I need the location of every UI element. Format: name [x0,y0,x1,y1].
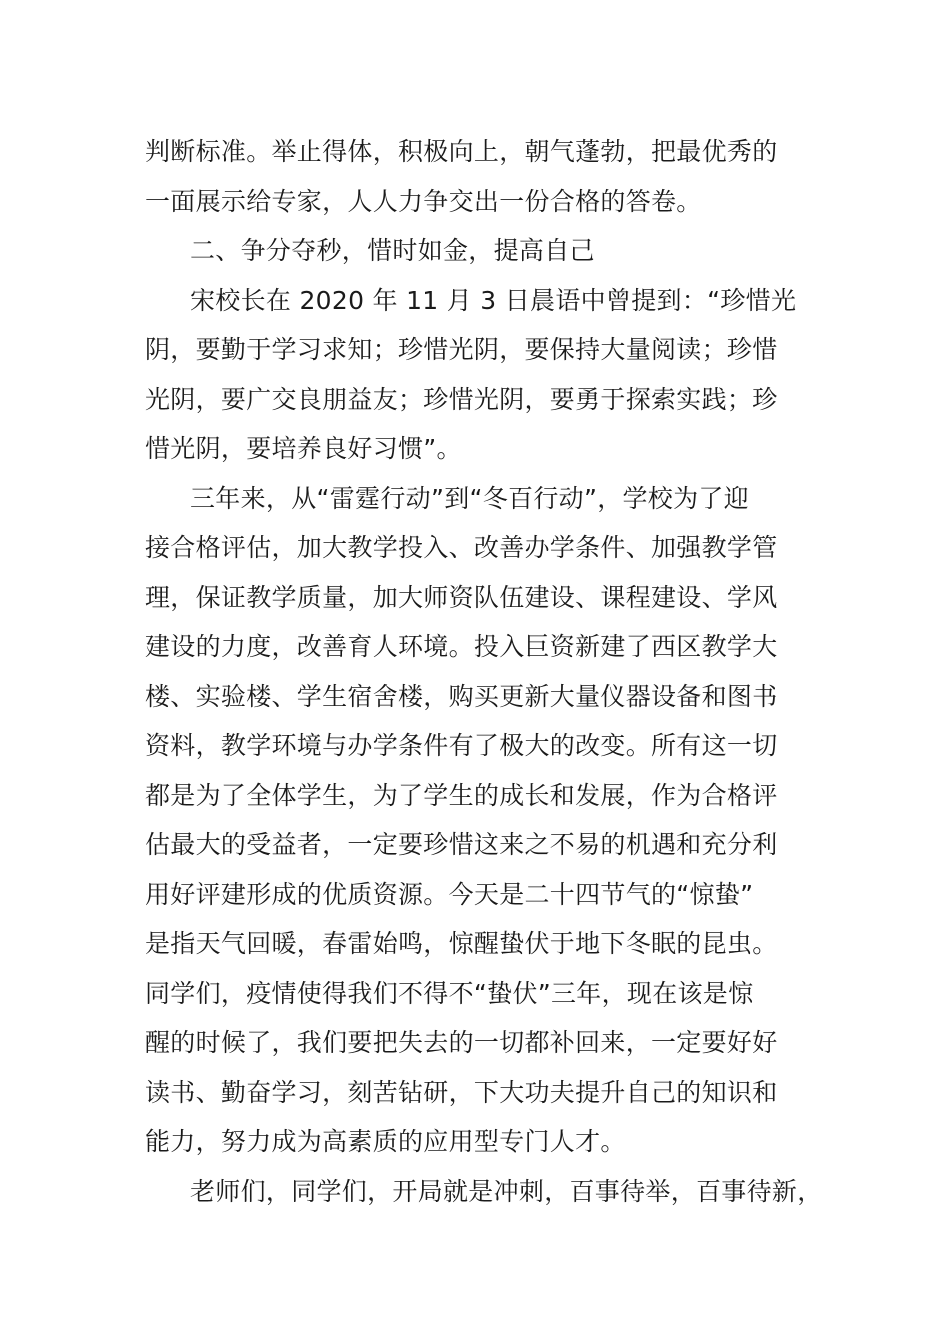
text-line: 估最大的受益者，一定要珍惜这来之不易的机遇和充分利 [145,830,778,859]
text-line: 能力，努力成为高素质的应用型专门人才。 [145,1127,626,1156]
text-line: 三年来，从“雷霆行动”到“冬百行动”，学校为了迎 [190,484,750,513]
text-line: 是指天气回暖，春雷始鸣，惊醒蛰伏于地下冬眠的昆虫。 [145,929,778,958]
section-heading: 二、争分夺秒，惜时如金，提高自己 [190,236,595,265]
text-line: 接合格评估，加大教学投入、改善办学条件、加强教学管 [145,533,778,562]
text-line: 醒的时候了，我们要把失去的一切都补回来，一定要好好 [145,1028,778,1057]
text-line: 读书、勤奋学习，刻苦钻研，下大功夫提升自己的知识和 [145,1078,778,1107]
text-line: 建设的力度，改善育人环境。投入巨资新建了西区教学大 [145,632,778,661]
text-line: 阴，要勤于学习求知；珍惜光阴，要保持大量阅读；珍惜 [145,335,778,364]
text-line: 一面展示给专家，人人力争交出一份合格的答卷。 [145,187,702,216]
text-line: 用好评建形成的优质资源。今天是二十四节气的“惊蛰” [145,880,754,909]
text-line: 老师们，同学们，开局就是冲刺，百事待举，百事待新， [190,1177,823,1206]
text-line: 楼、实验楼、学生宿舍楼，购买更新大量仪器设备和图书 [145,682,778,711]
text-line: 惜光阴，要培养良好习惯”。 [145,434,462,463]
text-line: 宋校长在 2020 年 11 月 3 日晨语中曾提到：“珍惜光 [190,286,797,315]
text-line: 判断标准。举止得体，积极向上，朝气蓬勃，把最优秀的 [145,137,778,166]
text-line: 同学们，疫情使得我们不得不“蛰伏”三年，现在该是惊 [145,979,754,1008]
text-line: 理，保证教学质量，加大师资队伍建设、课程建设、学风 [145,583,778,612]
text-line: 都是为了全体学生，为了学生的成长和发展，作为合格评 [145,781,778,810]
text-line: 光阴，要广交良朋益友；珍惜光阴，要勇于探索实践；珍 [145,385,778,414]
text-line: 资料，教学环境与办学条件有了极大的改变。所有这一切 [145,731,778,760]
